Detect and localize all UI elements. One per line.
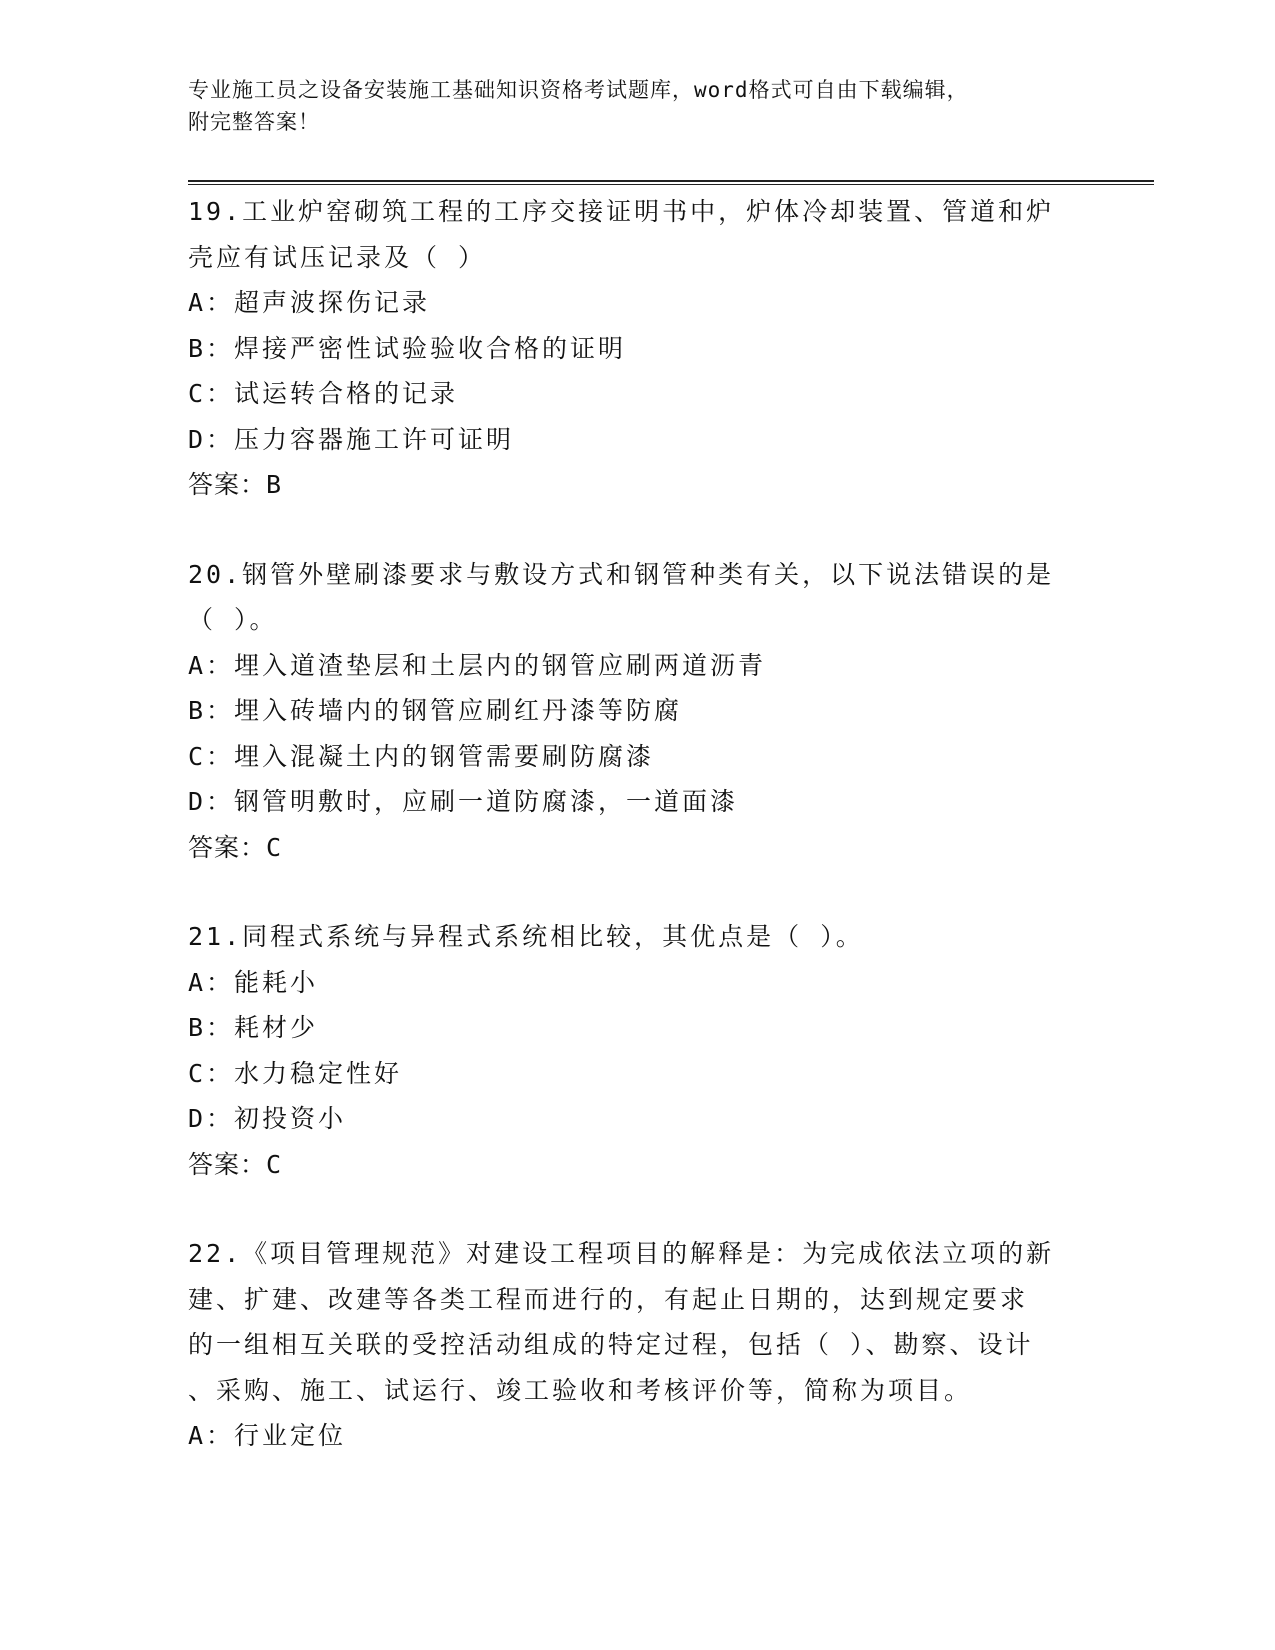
option-c: C：埋入混凝土内的钢管需要刷防腐漆 [188, 741, 655, 771]
question-22 [188, 1231, 1088, 1459]
option-b: B：埋入砖墙内的钢管应刷红丹漆等防腐 [188, 696, 683, 725]
header-divider [188, 180, 1154, 182]
question-stem: 19.工业炉窑砌筑工程的工序交接证明书中，炉体冷却装置、管道和炉 [188, 197, 1055, 226]
answer-line: 答案：B [188, 470, 283, 499]
option-c: C：水力稳定性好 [188, 1058, 403, 1088]
answer-line: 答案：C [188, 832, 283, 862]
question-21 [188, 914, 1088, 1187]
option-d: D：初投资小 [188, 1104, 347, 1133]
question-stem: 、采购、施工、试运行、竣工验收和考核评价等，简称为项目。 [188, 1375, 973, 1405]
question-spacer [188, 1187, 1088, 1231]
option-c: C：试运转合格的记录 [188, 379, 459, 408]
question-20 [188, 552, 1088, 871]
question-stem: 21.同程式系统与异程式系统相比较，其优点是（ ）。 [188, 922, 864, 951]
question-spacer [188, 508, 1088, 552]
option-b: B：焊接严密性试验验收合格的证明 [188, 333, 627, 363]
answer-line: 答案：C [188, 1149, 283, 1179]
question-list [188, 189, 1088, 1459]
document-header [188, 74, 1068, 138]
question-stem: （ ）。 [188, 605, 278, 634]
option-b: B：耗材少 [188, 1013, 319, 1042]
option-d: D：压力容器施工许可证明 [188, 424, 515, 454]
question-stem: 壳应有试压记录及（ ） [188, 242, 487, 272]
header-line: 附完整答案！ [188, 110, 320, 134]
header-line: 专业施工员之设备安装施工基础知识资格考试题库，word格式可自由下载编辑， [188, 78, 969, 102]
option-d: D：钢管明敷时，应刷一道防腐漆，一道面漆 [188, 787, 739, 816]
question-spacer [188, 870, 1088, 914]
question-19 [188, 189, 1088, 508]
question-stem: 22.《项目管理规范》对建设工程项目的解释是：为完成依法立项的新 [188, 1239, 1055, 1268]
option-a: A：行业定位 [188, 1421, 347, 1450]
option-a: A：埋入道渣垫层和土层内的钢管应刷两道沥青 [188, 650, 767, 680]
question-stem: 建、扩建、改建等各类工程而进行的，有起止日期的，达到规定要求 [188, 1284, 1029, 1314]
question-stem: 20.钢管外壁刷漆要求与敷设方式和钢管种类有关，以下说法错误的是 [188, 559, 1055, 589]
question-stem: 的一组相互关联的受控活动组成的特定过程，包括（ ）、勘察、设计 [188, 1330, 1034, 1359]
option-a: A：能耗小 [188, 967, 319, 997]
option-a: A：超声波探伤记录 [188, 288, 431, 317]
header-divider-thin [188, 184, 1154, 185]
